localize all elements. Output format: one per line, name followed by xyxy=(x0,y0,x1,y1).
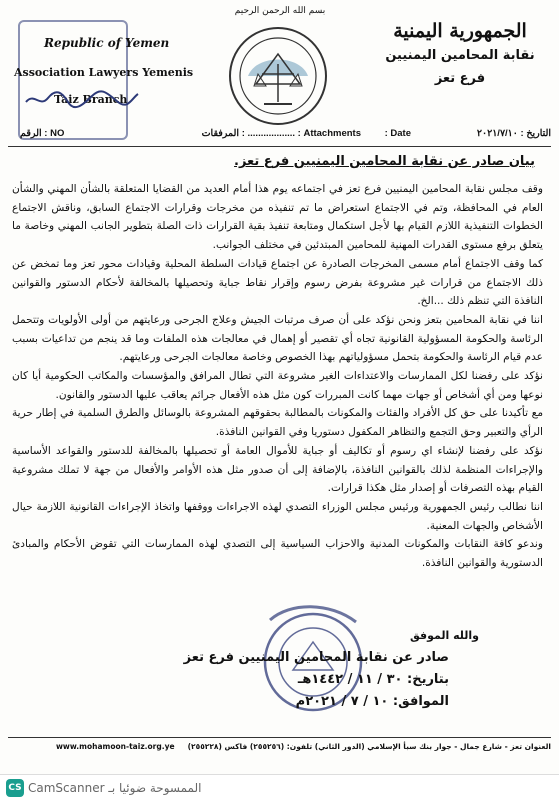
signature-block xyxy=(183,625,479,713)
reference-number-label: الرقم : NO xyxy=(20,128,65,139)
republic-arabic: الجمهورية اليمنية xyxy=(393,20,527,42)
closing-phrase: والله الموفق xyxy=(409,629,479,642)
address: العنوان تعز - شارع جمال - جوار بنك سبأ الإسلامي (الدور الثاني) تلفون: (٢٥٥٢٥٦) فاكس (٢٥٥٢٢٨) xyxy=(187,742,551,751)
camscanner-text: الممسوحة ضوئيا بـ CamScanner xyxy=(28,781,202,795)
republic-english: Republic of Yemen xyxy=(44,36,170,50)
issued-by: صادر عن نقابة المحامين اليمنيين فرع تعز xyxy=(183,650,449,665)
date-label-english: : Date xyxy=(384,128,411,139)
reference-line xyxy=(8,128,551,144)
footer xyxy=(8,742,551,756)
handwritten-signature-icon xyxy=(22,88,142,110)
branch-english: Taiz Branch xyxy=(54,93,128,106)
syndicate-arabic: نقابة المحامين اليمنيين xyxy=(385,48,535,63)
attachments-label: المرفقات : .................. : Attachments xyxy=(201,128,361,139)
branch-arabic: فرع تعز xyxy=(434,71,486,86)
paragraph: اننا في نقابة المحامين بتعز ونحن نؤكد على أن صرف مرتبات الجيش وعلاج الجرحى ورعايتهم من أولى الأولويات وتتحمل الرئاسة والحكومة المسؤولية القانونية تجاه أي تقصير أو إهمال في معالجات هذه الملفات وما قد ينجم من تداعيات بسبب عدم قيام الرئاسة والحكومة بتحمل مسؤولياتهم بهذا الخصوص وخاصة معالجات الجرحى ورعايتهم. xyxy=(12,313,543,364)
camscanner-watermark xyxy=(0,774,559,800)
gregorian-date: الموافق: ١٠ / ٧ / ٢٠٢١م xyxy=(295,694,449,709)
website-link[interactable]: www.mohamoon-taiz.org.ye xyxy=(56,742,175,751)
header-arabic xyxy=(375,20,545,86)
association-english: Association Lawyers Yemenis xyxy=(14,66,194,79)
hijri-date: بتاريخ: ٣٠ / ١١ / ١٤٤٢هـ xyxy=(297,672,449,687)
syndicate-logo-icon xyxy=(226,24,330,128)
camscanner-logo-icon: CS xyxy=(6,779,24,797)
footer-divider xyxy=(8,737,551,738)
paragraph: نؤكد على رفضنا لإنشاء اي رسوم أو تكاليف أو جباية للأموال العامة أو تحصيلها بالمخالفة للدستور والقواعد الأساسية والإجراءات المنظمة لذلك بالقوانين النافذة، بالإضافة إلى أن صدور مثل هذه الأوامر والأفعال من جهة لا تملك مشروعية القيام بهذه التصرفات أو إصدار مثل هكذا قرارات. xyxy=(12,444,543,495)
paragraph: كما وقف الاجتماع أمام مسمى المخرجات الصادرة عن اجتماع قيادات السلطة المحلية وقيادات محور تعز وما تمخض عن ذلك الاجتماع من قرارات غير مشروعة بفرض رسوم وإقرار نقاط جباية وتحصيلها بالمخالفة لأحكام الدستور والقوانين النافذة التي تنظم ذلك ...الخ. xyxy=(12,257,543,308)
statement-body xyxy=(12,180,543,573)
paragraph: اننا نطالب رئيس الجمهورية ورئيس مجلس الوزراء التصدي لهذه الاجراءات ووقفها واتخاذ الإجراءات القانونية اللازمة حيال الأشخاص والجهات المعنية. xyxy=(12,500,543,532)
basmala: بسم الله الرحمن الرحيم xyxy=(234,6,326,16)
header-divider xyxy=(8,146,551,147)
paragraph: وندعو كافة النقابات والمكونات المدنية والاحزاب السياسية إلى التصدي لهذه الممارسات التي تقوض الأحكام والمبادئ الدستورية والقوانين النافذة. xyxy=(12,538,543,570)
paragraph: وقف مجلس نقابة المحامين اليمنيين فرع تعز في اجتماعه يوم هذا أمام العديد من القضايا المتعلقة بالشأن المهني والشأن العام في المحافظة، وتم في الاجتماع استعراض ما تم تنفيذه من مخرجات وقرارات الاجتماع السابق، وناقش الاجتماع الخطوات التنفيذية اللازم القيام بها لأجل استكمال ومتابعة تنفيذ بقية القرارات ذات الصلة بتطوير الجانب المهني وخاصة ما يتعلق برفع مستوى القدرات المهنية للمحامين المبتدئين في مختلف الجوانب. xyxy=(12,183,543,252)
paragraph: مع تأكيدنا على حق كل الأفراد والفئات والمكونات بالمطالبة بحقوقهم المشروعة بالوسائل والطرق السلمية في إطار حرية الرأي والتعبير وحق التجمع والتظاهر المكفول دستوريا وفي القوانين النافذة. xyxy=(12,407,543,439)
paragraph: نؤكد على رفضنا لكل الممارسات والاعتداءات الغير مشروعة التي تطال المرافق والمؤسسات والمكاتب الحكومية أيا كان نوعها ومن أي أشخاص أو جهات مهما كانت المبررات كون مثل هذه الأفعال جرائم يعاقب عليها الدستور والقانون. xyxy=(12,370,543,401)
date-label: التاريخ : ٢٠٢١/٧/١٠ xyxy=(476,128,551,139)
statement-title: بيان صادر عن نقابة المحامين اليمنيين فرع تعز. xyxy=(234,154,535,169)
